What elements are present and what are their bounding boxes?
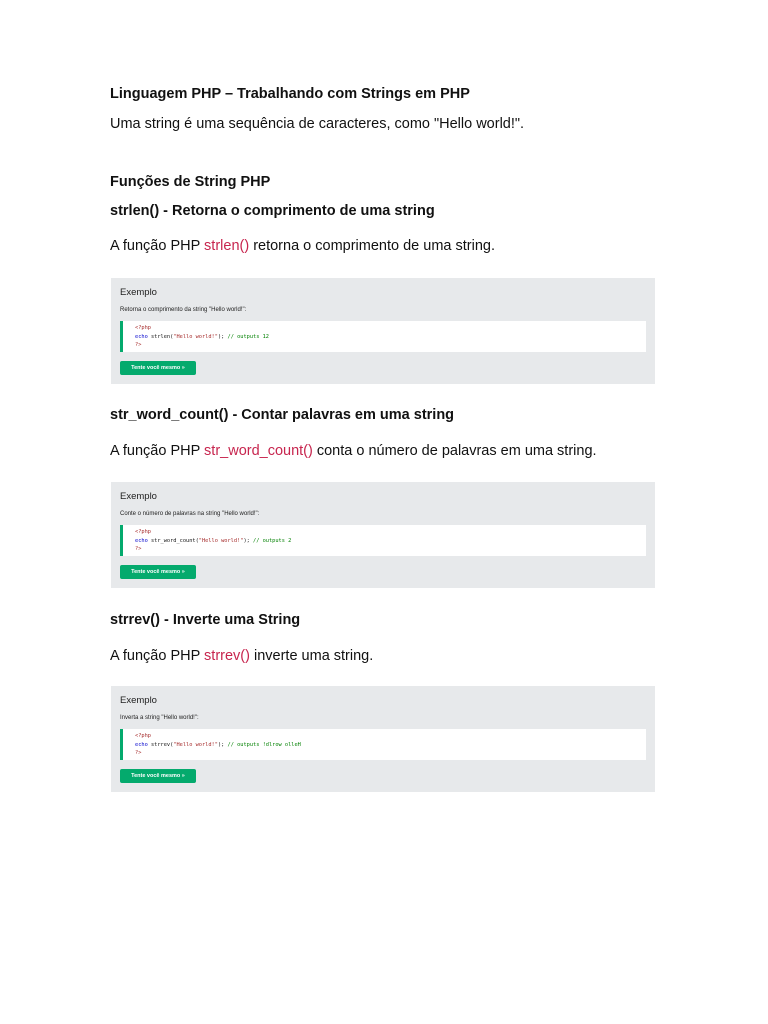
description-strrev [110, 648, 373, 664]
intro-paragraph: Uma string é uma sequência de caracteres, como "Hello world!". [110, 116, 525, 132]
example-box-strlen [111, 278, 655, 384]
example-title: Exemplo [120, 695, 157, 706]
try-it-button[interactable]: Tente você mesmo » [120, 361, 196, 375]
php-close-tag: ?> [135, 546, 142, 552]
heading-strrev: strrev() - Inverte uma String [110, 612, 301, 628]
example-description: Conte o número de palavras na string "Hello world!": [120, 511, 260, 517]
page-title: Linguagem PHP – Trabalhando com Strings em PHP [110, 86, 470, 102]
description-text: A função PHP [110, 443, 205, 459]
example-description: Retorna o comprimento da string "Hello world!": [120, 307, 247, 313]
try-it-button[interactable]: Tente você mesmo » [120, 769, 196, 783]
description-text: A função PHP [110, 648, 205, 664]
function-name: str_word_count() [204, 443, 313, 459]
heading-str-word-count: str_word_count() - Contar palavras em uma string [110, 407, 455, 423]
code-string: "Hello world!" [173, 741, 218, 748]
code-keyword: echo [135, 537, 148, 544]
example-title: Exemplo [120, 491, 157, 502]
php-close-tag: ?> [135, 750, 142, 756]
code-line [135, 333, 646, 342]
code-end: ); [217, 333, 225, 340]
description-strlen [110, 238, 495, 254]
example-description: Inverta a string "Hello world!": [120, 715, 199, 721]
code-call: strrev( [147, 741, 174, 748]
example-box-strrev [111, 686, 655, 792]
code-keyword: echo [135, 741, 148, 748]
code-string: "Hello world!" [198, 537, 244, 544]
code-call: strlen( [147, 333, 174, 340]
description-text: A função PHP [110, 238, 205, 254]
function-name: strlen() [204, 238, 250, 254]
code-comment: // outputs 2 [249, 537, 292, 544]
code-line [135, 537, 646, 546]
php-open-tag: <?php [135, 733, 151, 739]
description-text: conta o número de palavras em uma string. [312, 443, 597, 459]
code-line [135, 341, 646, 350]
code-end: ); [217, 741, 225, 748]
code-block [120, 729, 646, 760]
code-line [135, 545, 646, 554]
code-line [135, 749, 646, 758]
example-title: Exemplo [120, 287, 157, 298]
description-text: inverte uma string. [249, 648, 374, 664]
description-text: retorna o comprimento de uma string. [249, 238, 495, 254]
code-line [135, 324, 646, 333]
try-it-button[interactable]: Tente você mesmo » [120, 565, 196, 579]
php-close-tag: ?> [135, 342, 142, 348]
code-keyword: echo [135, 333, 148, 340]
section-title: Funções de String PHP [110, 174, 271, 190]
code-comment: // outputs !dlrow olleH [224, 741, 301, 748]
code-block [120, 525, 646, 556]
code-line [135, 741, 646, 750]
function-name: strrev() [204, 648, 250, 664]
code-end: ); [243, 537, 250, 544]
php-open-tag: <?php [135, 325, 151, 331]
code-call: str_word_count( [147, 537, 199, 544]
php-open-tag: <?php [135, 529, 151, 535]
example-box-str-word-count [111, 482, 655, 588]
code-string: "Hello world!" [173, 333, 218, 340]
code-block [120, 321, 646, 352]
code-comment: // outputs 12 [224, 333, 269, 340]
code-line [135, 732, 646, 741]
description-str-word-count [110, 443, 597, 459]
code-line [135, 528, 646, 537]
heading-strlen: strlen() - Retorna o comprimento de uma string [110, 203, 435, 219]
